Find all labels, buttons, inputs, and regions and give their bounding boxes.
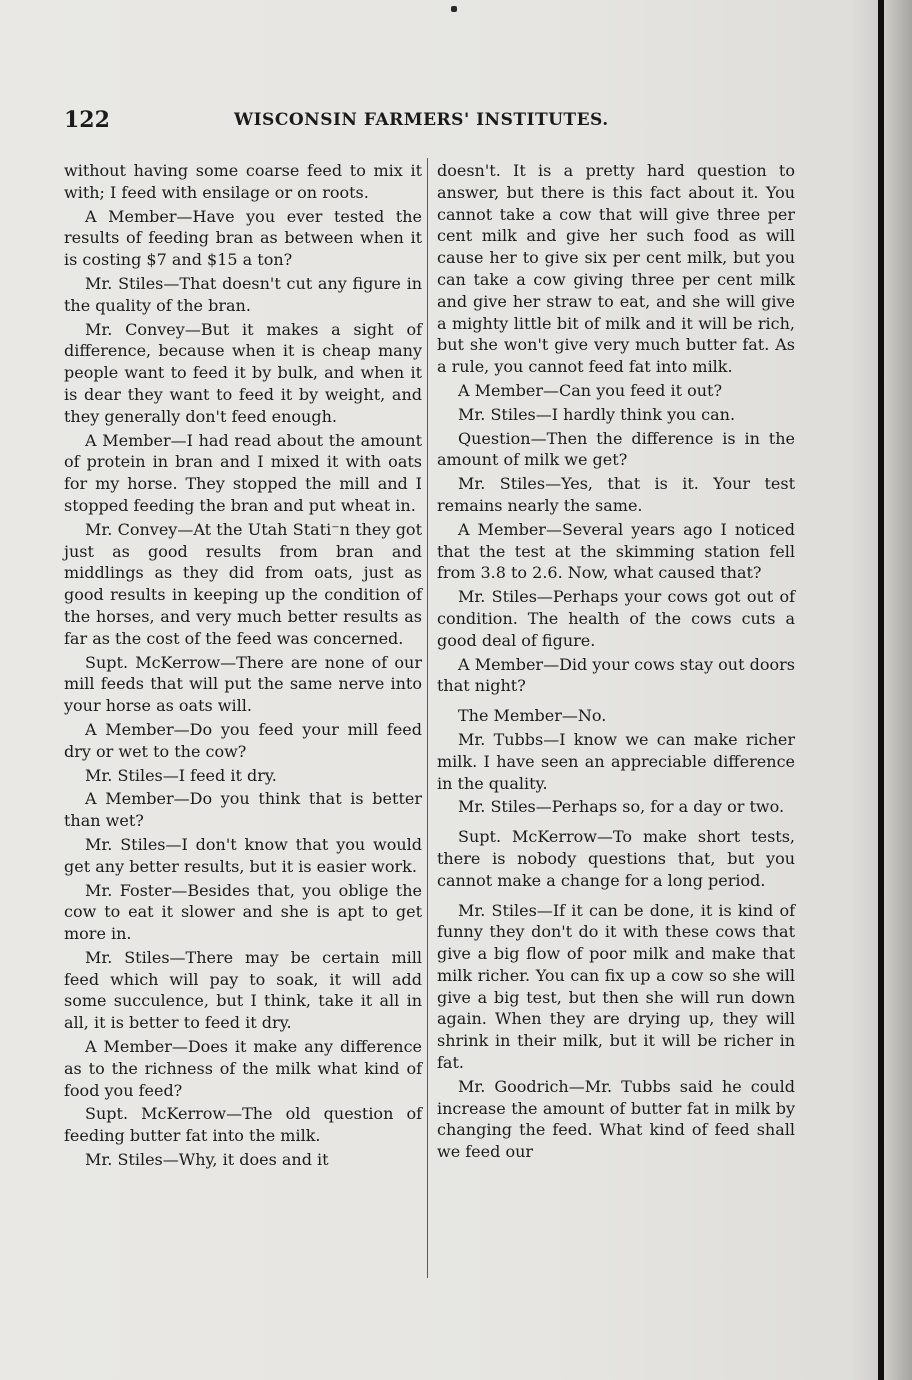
paragraph: without having some coarse feed to mix it with; I feed with ensilage or on roots. — [64, 161, 422, 202]
paragraph: Mr. Stiles—Perhaps so, for a day or two. — [458, 797, 785, 817]
paragraph: Mr. Convey—At the Utah Stati⁻n they got just as good results from bran and middlings as they did from oats, just as good results in keeping up the condition of the horses, and very much better results as far as the cost of the feed was concerned. — [64, 519, 422, 648]
paragraph: A Member—Did your cows stay out doors that night? — [437, 654, 795, 696]
paragraph: Mr. Stiles—Yes, that is it. Your test remains nearly the same. — [437, 474, 795, 515]
paragraph: Mr. Stiles—Why, it does and it — [85, 1150, 329, 1170]
paragraph: A Member—Can you feed it out? — [458, 380, 723, 400]
paragraph: A Member—Several years ago I noticed that the test at the skimming station fell from 3.8 to 2.6. Now, what caused that? — [437, 519, 795, 583]
paragraph: Mr. Convey—But it makes a sight of difference, because when it is cheap many people want to feed it by bulk, and when it is dear they want to feed it by weight, and they generally don't feed enough. — [64, 319, 422, 426]
paragraph: Supt. McKerrow—The old question of feeding butter fat into the milk. — [64, 1104, 422, 1146]
paragraph: A Member—Does it make any difference as to the richness of the milk what kind of food you feed? — [64, 1037, 422, 1100]
paragraph: The Member—No. — [458, 706, 607, 726]
paragraph: Mr. Stiles—I don't know that you would get any better results, but it is easier work. — [64, 834, 422, 876]
paragraph: Mr. Stiles—I hardly think you can. — [458, 404, 736, 424]
paragraph: Mr. Stiles—There may be certain mill feed which will pay to soak, it will add some succulence, but I think, take it all in all, it is better to feed it dry. — [64, 947, 422, 1033]
right-column — [437, 160, 795, 1165]
page-header — [64, 107, 796, 137]
print-mark — [451, 6, 457, 12]
running-head: WISCONSIN FARMERS' INSTITUTES. — [234, 110, 609, 130]
paragraph: Supt. McKerrow—There are none of our mill feeds that will put the same nerve into your horse as oats will. — [64, 652, 422, 716]
paragraph: A Member—Do you think that is better than wet? — [64, 789, 422, 831]
paragraph: Mr. Stiles—Perhaps your cows got out of condition. The health of the cows cuts a good deal of figure. — [437, 587, 795, 650]
paragraph: Mr. Stiles—That doesn't cut any figure in the quality of the bran. — [64, 273, 422, 315]
paragraph: Mr. Goodrich—Mr. Tubbs said he could increase the amount of butter fat in milk by changing the feed. What kind of feed shall we feed our — [437, 1076, 795, 1162]
paragraph: A Member—I had read about the amount of protein in bran and I mixed it with oats for my horse. They stopped the mill and I stopped feeding the bran and put wheat in. — [64, 430, 422, 515]
paragraph: Mr. Stiles—If it can be done, it is kind of funny they don't do it with these cows that give a big flow of poor milk and make that milk richer. You can fix up a cow so she will give a big test, but then she will run down again. When they are drying up, they will shrink in their milk, but it will be richer in fat. — [437, 900, 795, 1073]
column-divider — [427, 158, 428, 1278]
left-column — [64, 160, 422, 1173]
page-number: 122 — [64, 107, 110, 133]
paragraph: doesn't. It is a pretty hard question to answer, but there is this fact about it. You cannot take a cow that will give three per cent milk and give her such food as will cause her to give six per cent milk, but you can take a cow giving three per cent milk and give her straw to eat, and she will give a mighty little bit of milk and it will be rich, but she won't give very much butter fat. As a rule, you cannot feed fat into milk. — [437, 161, 795, 377]
paragraph: Mr. Foster—Besides that, you oblige the cow to eat it slower and she is apt to get more in. — [64, 880, 422, 944]
paragraph: Supt. McKerrow—To make short tests, there is nobody questions that, but you cannot make a change for a long period. — [437, 827, 795, 890]
page-edge-shadow — [852, 0, 912, 1380]
paragraph: A Member—Have you ever tested the results of feeding bran as between when it is costing $7 and $15 a ton? — [64, 206, 422, 270]
paragraph: Question—Then the difference is in the amount of milk we get? — [437, 428, 795, 470]
paragraph: Mr. Tubbs—I know we can make richer milk. I have seen an appreciable difference in the quality. — [437, 729, 795, 793]
paragraph: A Member—Do you feed your mill feed dry or wet to the cow? — [64, 719, 422, 761]
paragraph: Mr. Stiles—I feed it dry. — [85, 765, 277, 785]
